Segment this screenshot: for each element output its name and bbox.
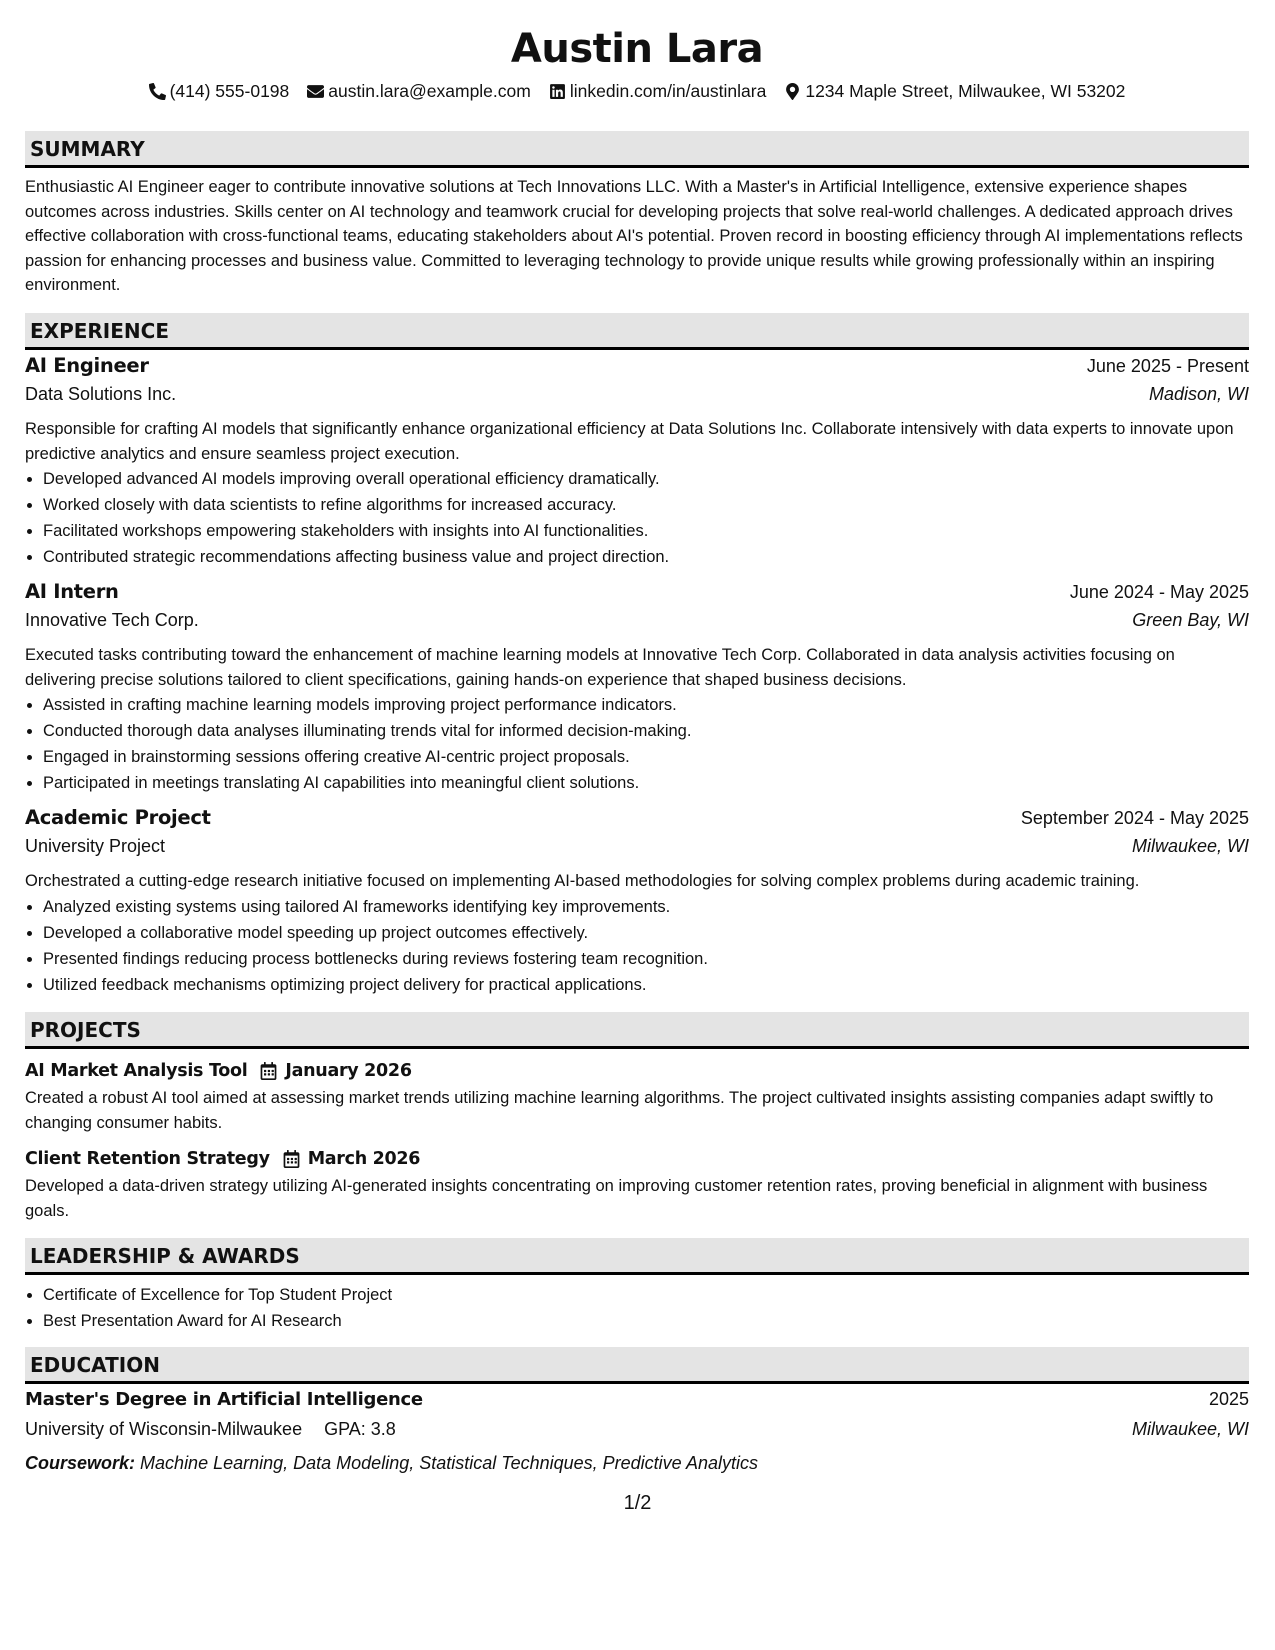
- map-pin-icon: [784, 83, 801, 100]
- bullet-item: • Participated in meetings translating AI capabilities into meaningful client solutions.: [43, 770, 1249, 796]
- bullet-item: • Assisted in crafting machine learning models improving project performance indicators.: [43, 692, 1249, 718]
- job-bullets: [25, 692, 1249, 796]
- bullet-item: • Worked closely with data scientists to refine algorithms for increased accuracy.: [43, 492, 1249, 518]
- school-location: Milwaukee, WI: [1131, 1419, 1249, 1440]
- graduation-year: 2025: [1208, 1389, 1249, 1410]
- project-title: Client Retention Strategy: [25, 1149, 270, 1170]
- experience-heading: EXPERIENCE: [25, 313, 1249, 350]
- degree-title: Master's Degree in Artificial Intelligence: [25, 1389, 423, 1411]
- job-date: September 2024 - May 2025: [1020, 808, 1249, 829]
- coursework-list: Machine Learning, Data Modeling, Statistical Techniques, Predictive Analytics: [140, 1453, 759, 1474]
- page-number: 1/2: [623, 1492, 652, 1514]
- projects-heading: PROJECTS: [25, 1012, 1249, 1049]
- experience-entry: [25, 580, 1249, 796]
- school-name: University of Wisconsin-Milwaukee: [25, 1419, 303, 1440]
- job-bullets: [25, 894, 1249, 998]
- phone-icon: [149, 83, 166, 100]
- company-name: Data Solutions Inc.: [25, 383, 177, 404]
- candidate-name: Austin Lara: [510, 26, 764, 72]
- company-name: Innovative Tech Corp.: [25, 610, 199, 631]
- project-date: March 2026: [307, 1149, 421, 1170]
- bullet-item: • Contributed strategic recommendations affecting business value and project direction.: [43, 544, 1249, 570]
- summary-heading: SUMMARY: [25, 131, 1249, 168]
- job-location: Madison, WI: [1148, 383, 1249, 404]
- job-description: Responsible for crafting AI models that significantly enhance organizational efficiency at Data Solutions Inc. Collaborate intensively with data experts to innovate upon predictive analytics and ensure seamless project execution.: [25, 419, 1234, 463]
- bullet-item: • Utilized feedback mechanisms optimizing project delivery for practical applications.: [43, 972, 1249, 998]
- leadership-heading: LEADERSHIP & AWARDS: [25, 1238, 1249, 1275]
- job-date: June 2024 - May 2025: [1069, 582, 1249, 603]
- phone-text: (414) 555-0198: [169, 80, 290, 101]
- contact-address: [784, 81, 1125, 102]
- experience-entry: [25, 354, 1249, 570]
- calendar-icon: [260, 1062, 277, 1080]
- gpa: GPA: 3.8: [324, 1419, 396, 1440]
- bullet-item: • Engaged in brainstorming sessions offering creative AI-centric project proposals.: [43, 744, 1249, 770]
- bullet-item: • Presented findings reducing process bottlenecks during reviews fostering team recognition.: [43, 946, 1249, 972]
- school-line: [25, 1419, 396, 1440]
- project-title-row: [25, 1058, 1249, 1084]
- contact-linkedin[interactable]: [549, 81, 767, 102]
- project-entry: [25, 1146, 1249, 1223]
- bullet-item: • Analyzed existing systems using tailored AI frameworks identifying key improvements.: [43, 894, 1249, 920]
- job-bullets: [25, 466, 1249, 570]
- education-heading: EDUCATION: [25, 1347, 1249, 1384]
- job-date: June 2025 - Present: [1086, 355, 1249, 376]
- linkedin-icon: [549, 83, 566, 100]
- bullet-item: • Developed advanced AI models improving overall operational efficiency dramatically.: [43, 466, 1249, 492]
- education-entry: [25, 1389, 1249, 1477]
- leadership-list: [25, 1282, 1249, 1334]
- project-entry: [25, 1058, 1249, 1135]
- address-text: 1234 Maple Street, Milwaukee, WI 53202: [805, 80, 1126, 101]
- coursework: [25, 1449, 1249, 1477]
- job-location: Green Bay, WI: [1132, 610, 1249, 631]
- job-location: Milwaukee, WI: [1131, 836, 1249, 857]
- calendar-icon: [283, 1150, 300, 1168]
- project-title: AI Market Analysis Tool: [25, 1060, 248, 1081]
- linkedin-link[interactable]: linkedin.com/in/austinlara: [569, 80, 767, 101]
- contact-phone: [149, 81, 290, 102]
- job-description: Orchestrated a cutting-edge research initiative focused on implementing AI-based methodologies for solving complex problems during academic training.: [25, 872, 1140, 891]
- coursework-label: Coursework:: [25, 1453, 136, 1474]
- experience-entry: [25, 806, 1249, 998]
- contact-email[interactable]: [307, 81, 531, 102]
- award-item: • Certificate of Excellence for Top Student Project: [43, 1282, 1249, 1308]
- email-link[interactable]: austin.lara@example.com: [328, 80, 531, 101]
- project-description: Created a robust AI tool aimed at assessing market trends utilizing machine learning algorithms. The project cultivated insights assisting companies adapt swiftly to changing consumer habits.: [25, 1088, 1214, 1132]
- resume-page: [25, 0, 1249, 1477]
- bullet-item: • Conducted thorough data analyses illuminating trends vital for informed decision-making.: [43, 718, 1249, 744]
- summary-text: Enthusiastic AI Engineer eager to contribute innovative solutions at Tech Innovations LLC. With a Master's in Artificial Intelligence, extensive experience shapes outcomes across industries. Skills center on AI technology and teamwork crucial for developing projects that solve real-world challenges. A dedicated approach drives effective collaboration with cross-functional teams, educating stakeholders about AI's potential. Proven record in boosting efficiency through AI implementations reflects passion for enhancing processes and business value. Committed to leveraging technology to provide unique results while growing professionally within an inspiring environment.: [25, 178, 1243, 295]
- job-title: AI Intern: [25, 580, 119, 604]
- job-title: Academic Project: [25, 806, 211, 830]
- job-description: Executed tasks contributing toward the enhancement of machine learning models at Innovative Tech Corp. Collaborated in data analysis activities focusing on delivering precise solutions tailored to client specifications, gaining hands-on experience that shaped business decisions.: [25, 646, 1175, 689]
- project-title-row: [25, 1146, 1249, 1172]
- company-name: University Project: [25, 836, 166, 857]
- bullet-item: • Facilitated workshops empowering stakeholders with insights into AI functionalities.: [43, 518, 1249, 544]
- project-date: January 2026: [285, 1060, 412, 1081]
- project-description: Developed a data-driven strategy utilizing AI-generated insights concentrating on improving customer retention rates, proving beneficial in alignment with business goals.: [25, 1177, 1208, 1220]
- envelope-icon: [307, 83, 324, 100]
- award-item: • Best Presentation Award for AI Research: [43, 1308, 1249, 1334]
- bullet-item: • Developed a collaborative model speeding up project outcomes effectively.: [43, 920, 1249, 946]
- job-title: AI Engineer: [25, 353, 149, 377]
- contact-bar: [25, 78, 1249, 104]
